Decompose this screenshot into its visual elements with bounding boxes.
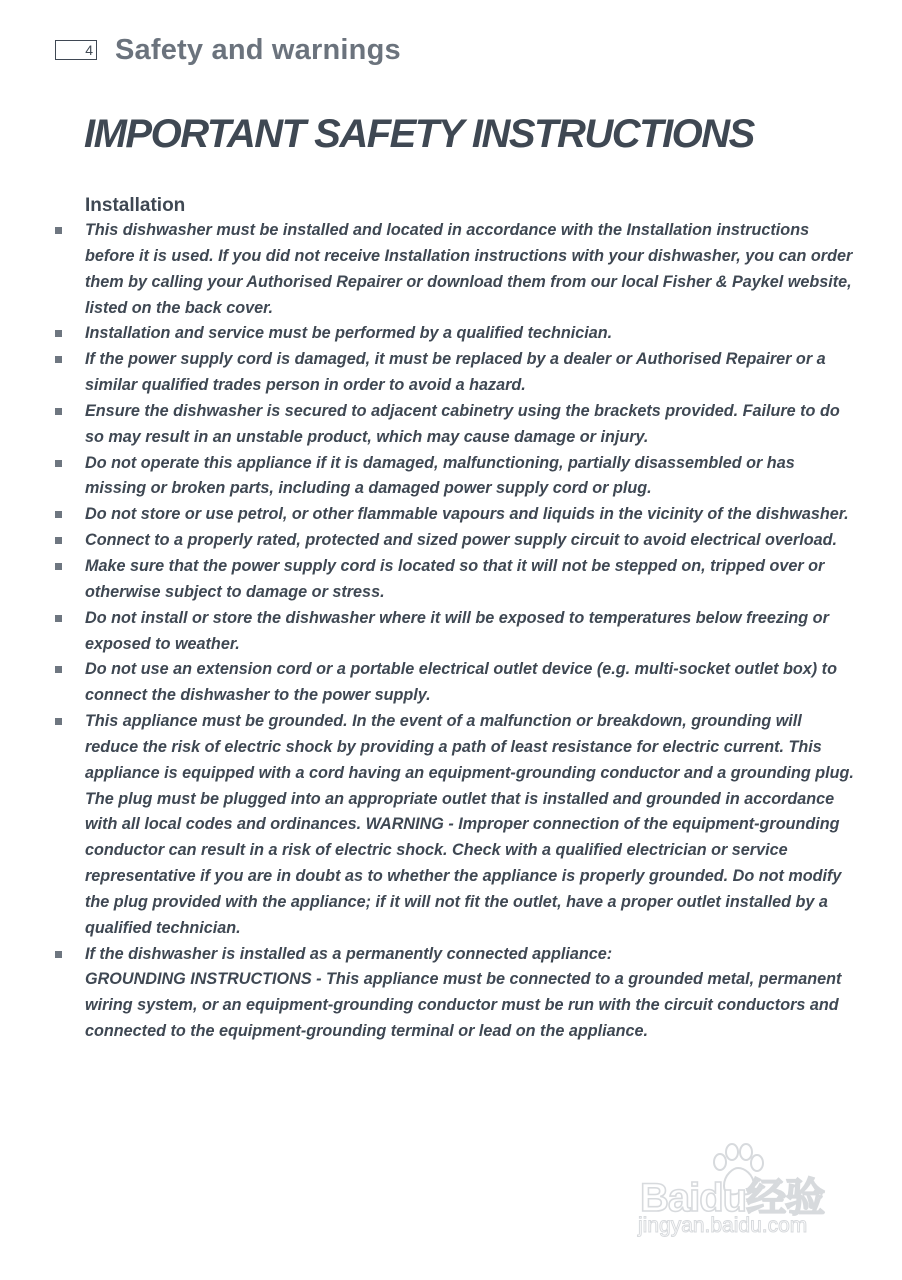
square-bullet-icon: [55, 563, 62, 570]
list-item-text: Installation and service must be performed by a qualified technician.: [85, 324, 613, 343]
square-bullet-icon: [55, 408, 62, 415]
list-item-text: This dishwasher must be installed and located in accordance with the Installation instructions before it is used. If you did not receive Installation instructions with your dishwasher, you can order them by calling your Authorised Repairer or download them from our local Fisher & Paykel website, listed on the back cover.: [85, 221, 853, 317]
baidu-watermark: [636, 1140, 856, 1250]
square-bullet-icon: [55, 356, 62, 363]
list-item: [54, 942, 854, 1045]
list-item: [54, 321, 854, 347]
square-bullet-icon: [55, 666, 62, 673]
list-item: [54, 528, 854, 554]
page-number: 4: [85, 42, 93, 58]
list-item-text: GROUNDING INSTRUCTIONS - This appliance must be connected to a grounded metal, permanent wiring system, or an equipment-grounding conductor must be run with the circuit conductors and connected to the equipment-grounding terminal or lead on the appliance.: [85, 970, 842, 1041]
list-item-text: Do not store or use petrol, or other flammable vapours and liquids in the vicinity of the dishwasher.: [85, 505, 849, 524]
watermark-url: jingyan.baidu.com: [638, 1214, 808, 1237]
list-item: [54, 502, 854, 528]
section-title: Safety and warnings: [115, 33, 401, 66]
list-item-text: Do not use an extension cord or a portable electrical outlet device (e.g. multi-socket outlet box) to connect the dishwasher to the power supply.: [85, 660, 837, 705]
square-bullet-icon: [55, 615, 62, 622]
list-item: [54, 554, 854, 606]
page-header: [55, 30, 401, 70]
list-item: [54, 451, 854, 503]
list-item-text: Do not install or store the dishwasher where it will be exposed to temperatures below freezing or exposed to weather.: [85, 608, 829, 653]
list-item: [54, 218, 854, 321]
subsection-title: Installation: [85, 195, 186, 216]
main-title: IMPORTANT SAFETY INSTRUCTIONS: [84, 112, 754, 156]
list-item-text: Ensure the dishwasher is secured to adjacent cabinetry using the brackets provided. Failure to do so may result in an unstable product, which may cause damage or injury.: [85, 401, 840, 446]
list-item: [54, 347, 854, 399]
list-item: [54, 709, 854, 942]
square-bullet-icon: [55, 537, 62, 544]
square-bullet-icon: [55, 460, 62, 467]
list-item-text: Do not operate this appliance if it is damaged, malfunctioning, partially disassembled or has missing or broken parts, including a damaged power supply cord or plug.: [85, 453, 795, 498]
square-bullet-icon: [55, 718, 62, 725]
square-bullet-icon: [55, 330, 62, 337]
list-item-text: This appliance must be grounded. In the event of a malfunction or breakdown, grounding will reduce the risk of electric shock by providing a path of least resistance for electric current. This appliance is equipped with a cord having an equipment-grounding conductor and a grounding plug. The plug must be plugged into an appropriate outlet that is installed and grounded in accordance with all local codes and ordinances. WARNING - Improper connection of the equipment-grounding conductor can result in a risk of electric shock. Check with a qualified electrician or service representative if you are in doubt as to whether the appliance is properly grounded. Do not modify the plug provided with the appliance; if it will not fit the outlet, have a proper outlet installed by a qualified technician.: [85, 712, 854, 937]
list-item-text: If the dishwasher is installed as a permanently connected appliance:: [85, 944, 613, 963]
list-item: [54, 606, 854, 658]
list-item-text: Make sure that the power supply cord is located so that it will not be stepped on, tripped over or otherwise subject to damage or stress.: [85, 556, 825, 601]
square-bullet-icon: [55, 511, 62, 518]
list-item-text: If the power supply cord is damaged, it must be replaced by a dealer or Authorised Repairer or a similar qualified trades person in order to avoid a hazard.: [85, 350, 826, 395]
square-bullet-icon: [55, 951, 62, 958]
safety-instructions-list: [54, 218, 854, 1045]
list-item-text: Connect to a properly rated, protected and sized power supply circuit to avoid electrical overload.: [85, 531, 837, 550]
square-bullet-icon: [55, 227, 62, 234]
watermark-brand: Baidu经验: [640, 1176, 825, 1220]
page-number-box: [55, 40, 97, 60]
list-item: [54, 657, 854, 709]
list-item: [54, 399, 854, 451]
